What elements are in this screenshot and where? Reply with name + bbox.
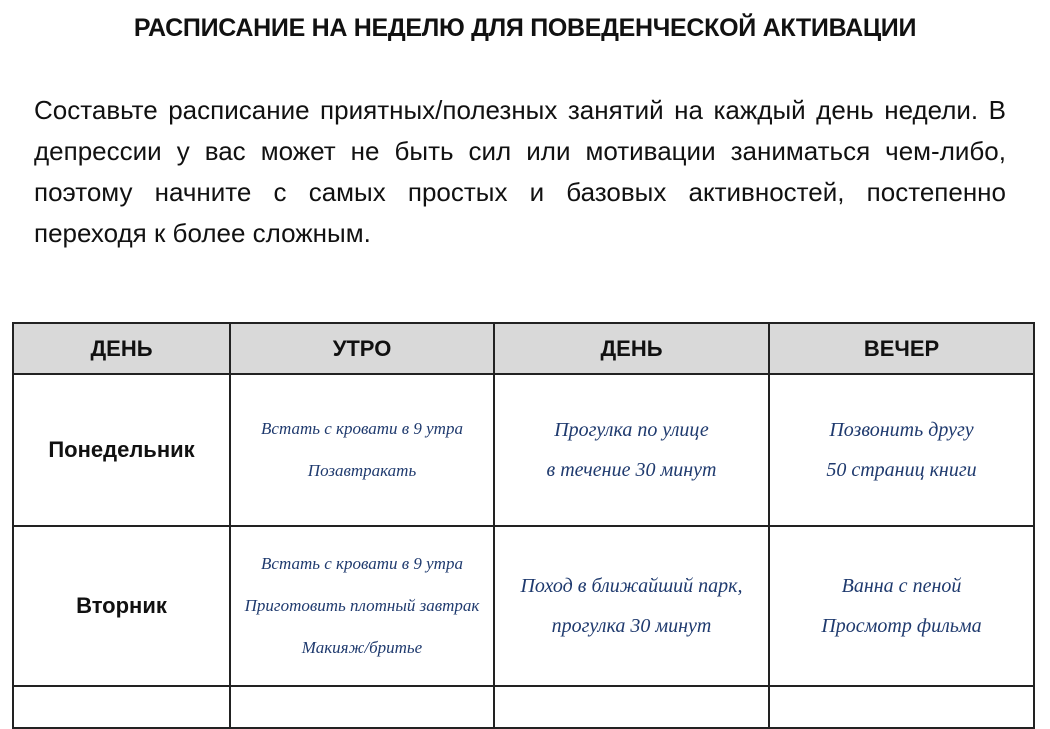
afternoon-cell [494,526,769,686]
activity: Приготовить плотный завтрак [244,596,480,615]
activity: Макияж/бритье [301,638,423,657]
activity: в течение 30 минут [546,459,717,481]
morning-cell [230,686,494,728]
table-row [13,686,1034,728]
evening-cell [769,374,1034,526]
morning-cell [230,374,494,526]
activity: 50 страниц книги [826,459,977,481]
table-row [13,374,1034,526]
page-title: РАСПИСАНИЕ НА НЕДЕЛЮ ДЛЯ ПОВЕДЕНЧЕСКОЙ АКТИВАЦИИ [133,14,917,42]
activity: Встать с кровати в 9 утра [261,419,463,438]
day-cell [13,686,230,728]
afternoon-cell [494,686,769,728]
afternoon-cell [494,374,769,526]
morning-cell [230,526,494,686]
activity: Позвонить другу [829,419,974,441]
evening-cell [769,686,1034,728]
activity: прогулка 30 минут [551,615,712,637]
table-header-row [13,323,1034,374]
header-evening: ВЕЧЕР [769,323,1034,374]
header-morning: УТРО [230,323,494,374]
activity: Прогулка по улице [554,419,709,441]
day-cell: Вторник [13,526,230,686]
activity: Поход в ближайший парк, [520,575,743,597]
activity: Ванна с пеной [841,575,962,597]
header-afternoon: ДЕНЬ [494,323,769,374]
activity: Позавтракать [307,461,417,480]
header-day: ДЕНЬ [13,323,230,374]
activity: Просмотр фильма [821,615,982,637]
intro-paragraph: Составьте расписание приятных/полезных занятий на каждый день недели. В депрессии у вас может не быть сил или мотивации заниматься чем-либо, поэтому начните с самых простых и базовых активностей, постепенно переходя к более сложным. [34,95,1006,248]
table-row [13,526,1034,686]
day-cell: Понедельник [13,374,230,526]
schedule-table [12,322,1035,729]
activity: Встать с кровати в 9 утра [261,554,463,573]
evening-cell [769,526,1034,686]
